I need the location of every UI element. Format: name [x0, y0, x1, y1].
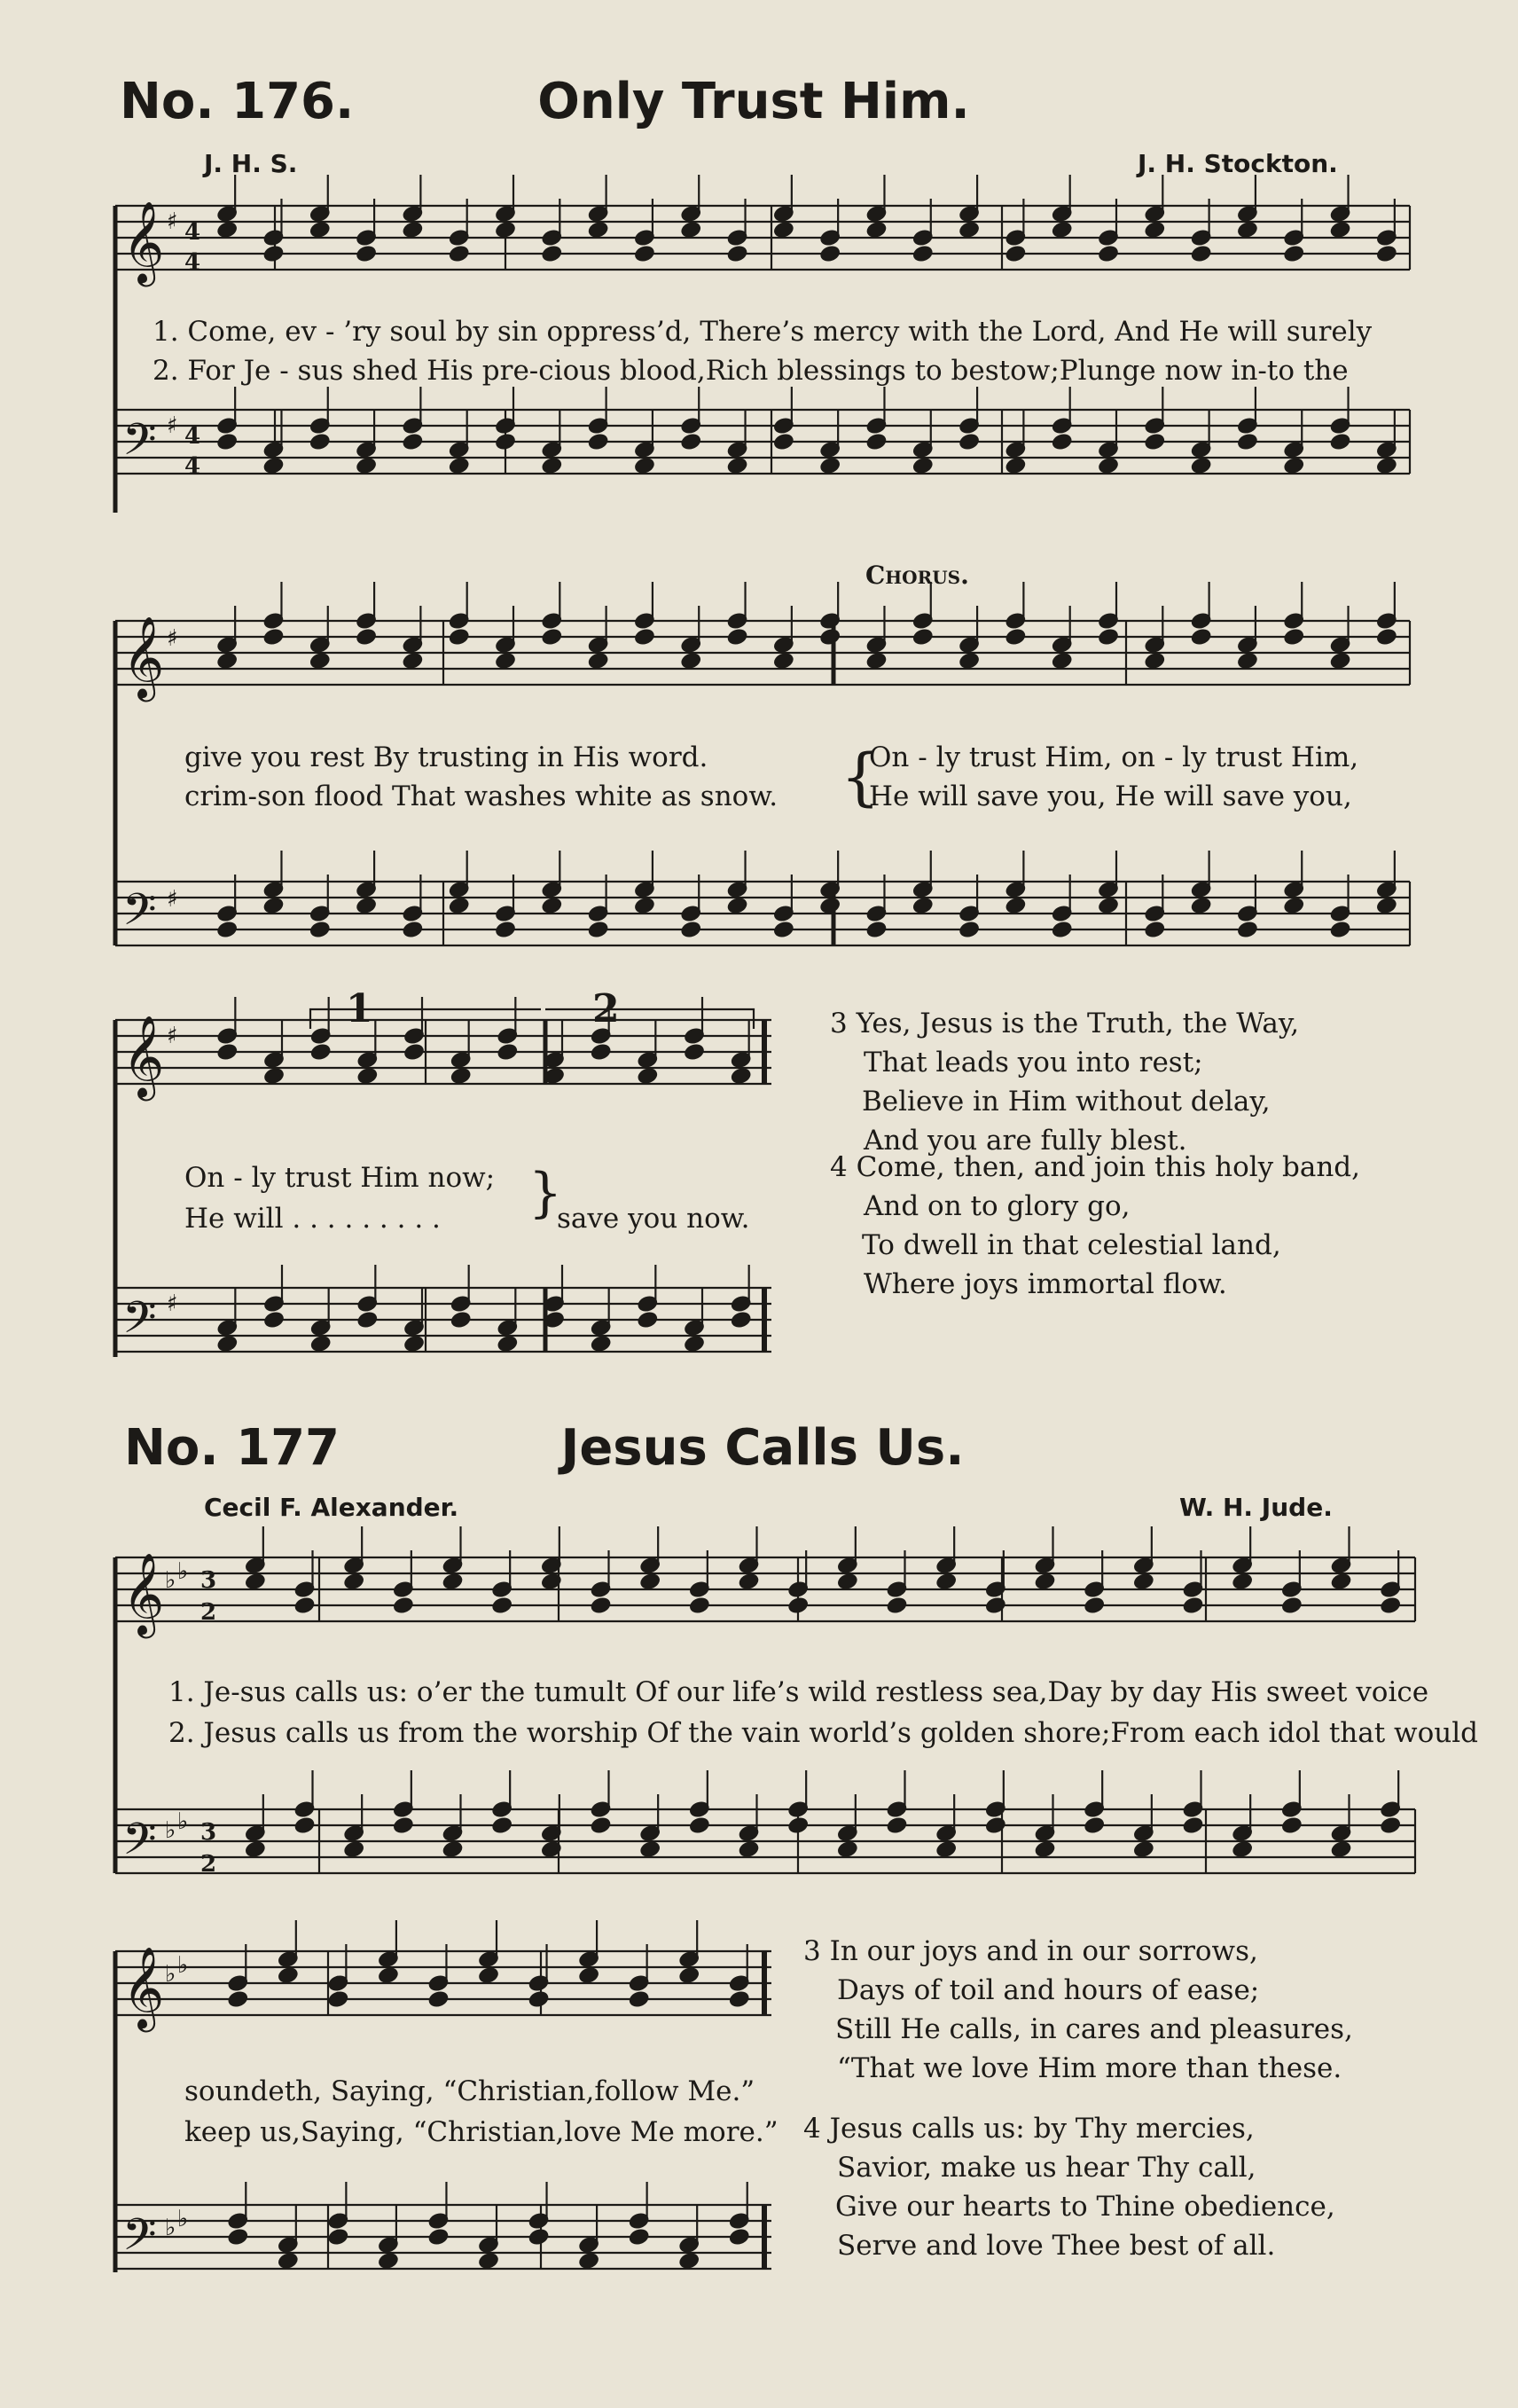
note-head [310, 1335, 332, 1353]
note-head [1191, 628, 1212, 646]
note-head [263, 245, 285, 263]
note-head [1376, 245, 1397, 263]
bass-clef-icon: 𝄢 [122, 414, 157, 476]
note-head [450, 1311, 472, 1329]
note-head [1005, 628, 1027, 646]
note-head [263, 628, 285, 646]
second-ending-number: 2 [592, 986, 620, 1031]
note-head [356, 897, 377, 914]
note-head [959, 433, 980, 451]
treble-clef-icon: 𝄞 [122, 1015, 165, 1097]
treble-clef-icon: 𝄞 [122, 616, 165, 698]
note-head [866, 221, 888, 239]
note-head [1084, 1816, 1105, 1834]
note-head [1237, 433, 1258, 451]
note-head [393, 1816, 414, 1834]
note-head [912, 245, 934, 263]
hymn-title: Only Trust Him. [537, 73, 970, 130]
note-head [1330, 221, 1351, 239]
note-head [357, 1311, 379, 1329]
note-head [684, 1043, 705, 1061]
lyric-chorus-2: He will save you, He will save you, [869, 780, 1352, 812]
verse-3: 3 In our joys and in our sorrows, Days of toil and hours of ease; Still He calls, in cares and pleasures, “That we love Him more than these. [803, 1935, 1353, 2084]
lyric-verse-1: soundeth, Saying, “Christian,follow Me.” [184, 2075, 755, 2107]
note-head [787, 1816, 809, 1834]
note-head [837, 1573, 858, 1590]
note-head [328, 1990, 349, 2008]
note-head [216, 652, 238, 670]
note-head [629, 1990, 650, 2008]
note-head [1098, 245, 1119, 263]
svg-text:4: 4 [184, 453, 201, 480]
note-head [588, 433, 609, 451]
note-head [449, 457, 470, 475]
note-head [866, 921, 888, 938]
note-head [542, 628, 563, 646]
note-head [1133, 1840, 1154, 1858]
note-head [1232, 1840, 1253, 1858]
svg-text:2: 2 [200, 1599, 217, 1626]
note-head [578, 2252, 599, 2270]
note-head [1237, 221, 1258, 239]
note-head [591, 1596, 612, 1614]
note-head [356, 245, 377, 263]
note-head [343, 1573, 364, 1590]
note-head [887, 1816, 908, 1834]
first-ending-number: 1 [346, 986, 373, 1031]
note-head [739, 1573, 760, 1590]
svg-text:3: 3 [200, 1819, 217, 1846]
note-head [1145, 221, 1166, 239]
verse-4: 4 Come, then, and join this holy band, And on to glory go, To dwell in that celestial land, Where joys immortal flow. [830, 1151, 1361, 1300]
note-head [393, 1596, 414, 1614]
note-head [495, 652, 516, 670]
svg-text:♭: ♭ [165, 2215, 176, 2241]
svg-text:♯: ♯ [167, 1023, 178, 1049]
note-head [309, 921, 331, 938]
note-head [309, 221, 331, 239]
note-head [639, 1573, 661, 1590]
note-head [403, 433, 424, 451]
svg-text:♯: ♯ [167, 625, 178, 652]
note-head [217, 1335, 239, 1353]
note-head [478, 1966, 499, 1984]
note-head [731, 1067, 752, 1085]
note-head [727, 628, 748, 646]
note-head [912, 457, 934, 475]
note-head [497, 1335, 519, 1353]
svg-text:♭: ♭ [165, 1567, 176, 1594]
note-head [1330, 921, 1351, 938]
note-head [887, 1596, 908, 1614]
svg-text:♭: ♭ [177, 1808, 189, 1835]
note-head [1145, 921, 1166, 938]
note-head [680, 221, 701, 239]
treble-clef-icon: 𝄞 [122, 1946, 165, 2028]
bass-clef-icon: 𝄢 [122, 2209, 157, 2271]
note-head [680, 652, 701, 670]
note-head [495, 221, 516, 239]
note-head [310, 1043, 332, 1061]
lyric-chorus-1: On - ly trust Him, on - ly trust Him, [869, 741, 1359, 773]
note-head [1281, 1596, 1303, 1614]
note-head [491, 1596, 513, 1614]
svg-text:♭: ♭ [165, 1961, 176, 1988]
note-head [216, 221, 238, 239]
lyric-verse-2: crim-son flood That washes white as snow. [184, 780, 779, 812]
lyric-verse-1: 1. Come, ev - ’ry soul by sin oppress’d, There’s mercy with the Lord, And He will surely [153, 316, 1373, 348]
note-head [591, 1335, 612, 1353]
note-head [357, 1067, 379, 1085]
note-head [819, 628, 841, 646]
note-head [227, 2228, 248, 2246]
note-head [634, 457, 655, 475]
svg-text:4: 4 [184, 423, 201, 450]
note-head [680, 433, 701, 451]
note-head [403, 652, 424, 670]
note-head [1145, 652, 1166, 670]
note-head [278, 2252, 299, 2270]
note-head [689, 1596, 710, 1614]
note-head [935, 1840, 957, 1858]
svg-text:2: 2 [200, 1851, 217, 1878]
note-head [1183, 1816, 1204, 1834]
note-head [638, 1067, 659, 1085]
note-head [428, 2228, 450, 2246]
note-head [343, 1840, 364, 1858]
note-head [309, 433, 331, 451]
note-head [1005, 457, 1027, 475]
note-head [495, 921, 516, 938]
note-head [588, 921, 609, 938]
note-head [912, 897, 934, 914]
lyric-verse-1: 1. Je-sus calls us: o’er the tumult Of our life’s wild restless sea,Day by day His sweet voice [168, 1676, 1429, 1708]
note-head [403, 1043, 425, 1061]
note-head [591, 1043, 612, 1061]
music-credit: W. H. Jude. [1179, 1493, 1333, 1522]
note-head [959, 652, 980, 670]
note-head [1330, 652, 1351, 670]
brace: } [528, 1162, 563, 1224]
note-head [497, 1043, 519, 1061]
note-head [1035, 1573, 1056, 1590]
lyric-verse-2: 2. For Je - sus shed His pre-cious blood,Rich blessings to bestow;Plunge now in-to the [153, 355, 1349, 387]
note-head [1005, 245, 1027, 263]
note-head [263, 457, 285, 475]
treble-clef-icon: 𝄞 [122, 200, 165, 283]
note-head [731, 1311, 752, 1329]
note-head [1283, 628, 1304, 646]
treble-clef-icon: 𝄞 [122, 1552, 165, 1635]
hymn-title: Jesus Calls Us. [560, 1419, 965, 1477]
note-head [1283, 897, 1304, 914]
svg-text:♯: ♯ [167, 1290, 178, 1317]
svg-text:4: 4 [184, 219, 201, 246]
note-head [1281, 1816, 1303, 1834]
note-head [216, 921, 238, 938]
note-head [1145, 433, 1166, 451]
note-head [1183, 1596, 1204, 1614]
verse-4: 4 Jesus calls us: by Thy mercies, Savior, make us hear Thy call, Give our hearts to Thine obedience, Serve and love Thee best of all. [803, 2113, 1335, 2262]
words-credit: Cecil F. Alexander. [204, 1493, 459, 1522]
note-head [959, 221, 980, 239]
note-head [1052, 433, 1073, 451]
note-head [819, 897, 841, 914]
chorus-label: Chorus. [865, 561, 969, 590]
note-head [1376, 628, 1397, 646]
note-head [634, 245, 655, 263]
note-head [1376, 457, 1397, 475]
note-head [227, 1990, 248, 2008]
hymn-number: No. 177 [124, 1419, 340, 1477]
note-head [263, 897, 285, 914]
note-head [578, 1966, 599, 1984]
note-head [542, 897, 563, 914]
note-head [678, 2252, 700, 2270]
lyric-verse-2: He will . . . . . . . . . [184, 1203, 441, 1235]
note-head [727, 897, 748, 914]
note-head [1283, 245, 1304, 263]
note-head [588, 652, 609, 670]
note-head [773, 652, 794, 670]
note-head [217, 1043, 239, 1061]
note-head [449, 897, 470, 914]
note-head [787, 1596, 809, 1614]
lyric-verse-1: give you rest By trusting in His word. [184, 741, 708, 773]
note-head [442, 1573, 464, 1590]
note-head [634, 897, 655, 914]
note-head [216, 433, 238, 451]
note-head [356, 628, 377, 646]
note-head [912, 628, 934, 646]
note-head [935, 1573, 957, 1590]
hymn-number: No. 176. [120, 73, 355, 130]
words-credit: J. H. S. [204, 149, 298, 178]
svg-text:♯: ♯ [167, 412, 178, 439]
note-head [478, 2252, 499, 2270]
note-head [378, 2252, 399, 2270]
note-head [1331, 1573, 1352, 1590]
note-head [959, 921, 980, 938]
note-head [1330, 433, 1351, 451]
music-credit: J. H. Stockton. [1138, 149, 1338, 178]
note-head [1052, 221, 1073, 239]
svg-text:♯: ♯ [167, 886, 178, 913]
note-head [1084, 1596, 1105, 1614]
note-head [245, 1573, 266, 1590]
verse-3: 3 Yes, Jesus is the Truth, the Way, That leads you into rest; Believe in Him without delay, And you are fully blest. [830, 1008, 1300, 1157]
note-head [278, 1966, 299, 1984]
note-head [450, 1067, 472, 1085]
note-head [819, 457, 841, 475]
note-head [727, 457, 748, 475]
note-head [403, 1335, 425, 1353]
note-head [1098, 457, 1119, 475]
note-head [591, 1816, 612, 1834]
note-head [729, 2228, 750, 2246]
note-head [639, 1840, 661, 1858]
note-head [1133, 1573, 1154, 1590]
note-head [449, 628, 470, 646]
note-head [1237, 652, 1258, 670]
note-head [245, 1840, 266, 1858]
svg-text:♭: ♭ [177, 2206, 189, 2232]
bass-clef-icon: 𝄢 [122, 1814, 157, 1876]
note-head [678, 1966, 700, 1984]
note-head [773, 433, 794, 451]
note-head [403, 221, 424, 239]
note-head [528, 1990, 550, 2008]
svg-text:♯: ♯ [167, 208, 178, 235]
note-head [729, 1990, 750, 2008]
note-head [1052, 921, 1073, 938]
lyric-ending: save you now. [557, 1203, 750, 1235]
note-head [442, 1840, 464, 1858]
note-head [1098, 628, 1119, 646]
note-head [403, 921, 424, 938]
note-head [309, 652, 331, 670]
note-head [1237, 921, 1258, 938]
note-head [1191, 897, 1212, 914]
bass-clef-icon: 𝄢 [122, 884, 157, 946]
note-head [449, 245, 470, 263]
note-head [263, 1311, 285, 1329]
note-head [1098, 897, 1119, 914]
note-head [542, 457, 563, 475]
svg-text:♭: ♭ [177, 1558, 189, 1585]
note-head [328, 2228, 349, 2246]
note-head [680, 921, 701, 938]
svg-text:4: 4 [184, 249, 201, 276]
note-head [1191, 245, 1212, 263]
note-head [773, 921, 794, 938]
note-head [1191, 457, 1212, 475]
note-head [294, 1596, 316, 1614]
note-head [1052, 652, 1073, 670]
note-head [689, 1816, 710, 1834]
svg-text:3: 3 [200, 1567, 217, 1594]
note-head [294, 1816, 316, 1834]
lyric-verse-1: On - ly trust Him now; [184, 1162, 496, 1194]
note-head [491, 1816, 513, 1834]
note-head [1380, 1596, 1401, 1614]
note-head [1232, 1573, 1253, 1590]
note-head [819, 245, 841, 263]
note-head [1380, 1816, 1401, 1834]
note-head [1331, 1840, 1352, 1858]
note-head [727, 245, 748, 263]
note-head [1376, 897, 1397, 914]
note-head [1035, 1840, 1056, 1858]
brace: { [841, 741, 880, 813]
note-head [773, 221, 794, 239]
note-head [428, 1990, 450, 2008]
note-head [356, 457, 377, 475]
note-head [634, 628, 655, 646]
note-head [866, 652, 888, 670]
note-head [739, 1840, 760, 1858]
note-head [638, 1311, 659, 1329]
note-head [588, 221, 609, 239]
note-head [1283, 457, 1304, 475]
note-head [866, 433, 888, 451]
bass-clef-icon: 𝄢 [122, 1292, 157, 1354]
lyric-verse-2: 2. Jesus calls us from the worship Of the vain world’s golden shore;From each idol that would [168, 1717, 1478, 1749]
note-head [837, 1840, 858, 1858]
note-head [542, 245, 563, 263]
note-head [1005, 897, 1027, 914]
svg-text:♭: ♭ [165, 1817, 176, 1844]
note-head [263, 1067, 285, 1085]
lyric-verse-2: keep us,Saying, “Christian,love Me more.” [184, 2116, 779, 2148]
svg-text:♭: ♭ [177, 1952, 189, 1979]
note-head [495, 433, 516, 451]
note-head [629, 2228, 650, 2246]
note-head [528, 2228, 550, 2246]
note-head [378, 1966, 399, 1984]
note-head [684, 1335, 705, 1353]
